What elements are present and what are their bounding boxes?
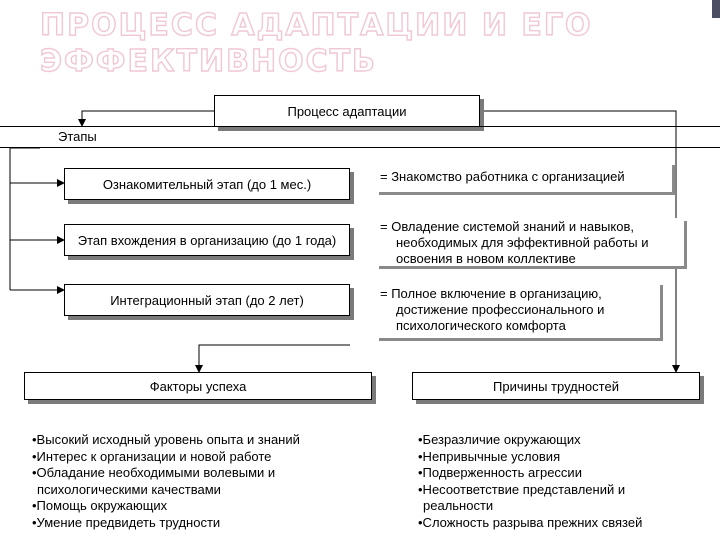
success-factors-box bbox=[24, 372, 372, 400]
list-item: •Непривычные условия bbox=[418, 448, 561, 464]
stage-box-2 bbox=[64, 224, 350, 256]
list-item: •Умение предвидеть трудности bbox=[32, 514, 221, 530]
success-factors-list bbox=[32, 432, 300, 531]
list-item: •Подверженность агрессии bbox=[418, 465, 582, 480]
list-item: •Безразличие окружающих bbox=[418, 432, 581, 447]
stage-box-3 bbox=[64, 284, 350, 316]
description-line: = Полное включение в организацию, bbox=[380, 286, 602, 301]
difficulty-causes-box bbox=[412, 372, 700, 400]
list-item: •Интерес к организации и новой работе bbox=[32, 448, 272, 464]
list-item: психологическими качествами bbox=[37, 481, 221, 497]
title-line-1: ПРОЦЕСС АДАПТАЦИИ И ЕГО bbox=[40, 8, 593, 43]
list-item: реальности bbox=[423, 498, 494, 513]
stage-name: Этап вхождения в организацию (до 1 года) bbox=[77, 232, 337, 248]
stage-description-1 bbox=[376, 162, 672, 192]
description-line: достижение профессионального и bbox=[396, 302, 605, 317]
process-box bbox=[214, 95, 480, 127]
stages-band bbox=[0, 126, 720, 148]
difficulty-causes-list bbox=[418, 432, 642, 531]
difficulty-causes-title: Причины трудностей bbox=[493, 378, 619, 394]
success-factors-title: Факторы успеха bbox=[149, 378, 247, 394]
description-line: психологического комфорта bbox=[396, 318, 566, 333]
list-item: •Обладание необходимыми волевыми и bbox=[32, 465, 276, 480]
description-line: освоения в новом коллективе bbox=[396, 251, 576, 266]
list-item: •Высокий исходный уровень опыта и знаний bbox=[32, 432, 300, 447]
list-item: •Сложность разрыва прежних связей bbox=[418, 514, 643, 530]
stage-description-3 bbox=[376, 282, 660, 338]
stage-description-2 bbox=[376, 218, 684, 266]
list-item: •Помощь окружающих bbox=[32, 498, 168, 513]
stages-label: Этапы bbox=[58, 129, 97, 144]
process-box-label: Процесс адаптации bbox=[287, 103, 407, 119]
stage-name: Интеграционный этап (до 2 лет) bbox=[110, 292, 304, 308]
description-line: = Овладение системой знаний и навыков, bbox=[380, 219, 634, 234]
stage-box-1 bbox=[64, 168, 350, 200]
description-line: = Знакомство работника с организацией bbox=[380, 169, 625, 184]
list-item: •Несоответствие представлений и bbox=[418, 481, 626, 497]
title-line-2: ЭФФЕКТИВНОСТЬ bbox=[40, 44, 377, 79]
description-line: необходимых для эффективной работы и bbox=[396, 235, 649, 250]
stage-name: Ознакомительный этап (до 1 мес.) bbox=[102, 176, 312, 192]
